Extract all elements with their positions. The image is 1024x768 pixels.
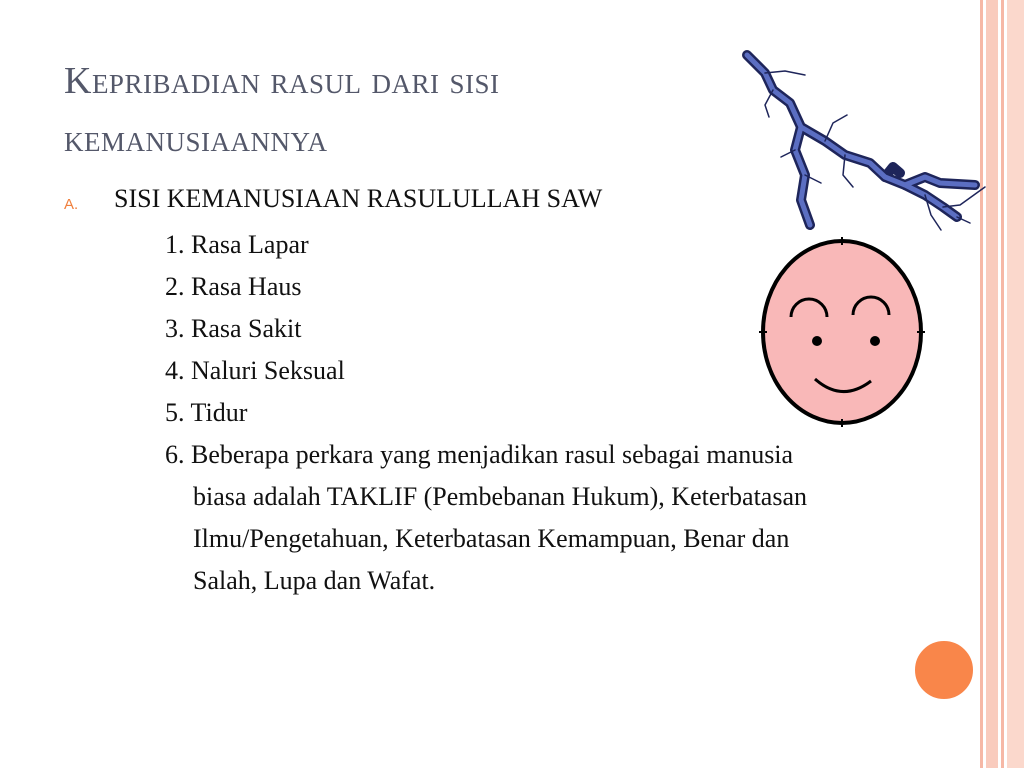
list-item: 1. Rasa Lapar bbox=[165, 230, 309, 259]
lightning-icon bbox=[735, 45, 990, 240]
list-item: 5. Tidur bbox=[165, 398, 248, 427]
list-item: 3. Rasa Sakit bbox=[165, 314, 302, 343]
slide-title-line-1: Kepribadian rasul dari sisi bbox=[64, 60, 500, 102]
list-item: 2. Rasa Haus bbox=[165, 272, 302, 301]
item-list bbox=[165, 224, 825, 602]
border-stripe bbox=[1007, 0, 1024, 768]
list-item: 4. Naluri Seksual bbox=[165, 356, 345, 385]
section-heading: SISI KEMANUSIAAN RASULULLAH SAW bbox=[114, 184, 603, 213]
list-item: 6. Beberapa perkara yang menjadikan rasul sebagai manusia biasa adalah TAKLIF (Pembebanan Hukum), Keterbatasan Ilmu/Pengetahuan, Keterbatasan Kemampuan, Benar dan Salah, Lupa dan Wafat. bbox=[165, 440, 808, 595]
border-stripe bbox=[1001, 0, 1004, 768]
bullet-marker: A. bbox=[64, 196, 79, 213]
smiley-face-icon bbox=[755, 235, 930, 430]
slide-title bbox=[64, 52, 704, 168]
orange-circle bbox=[910, 638, 980, 708]
slide-title-line-2: kemanusiaannya bbox=[64, 118, 328, 160]
